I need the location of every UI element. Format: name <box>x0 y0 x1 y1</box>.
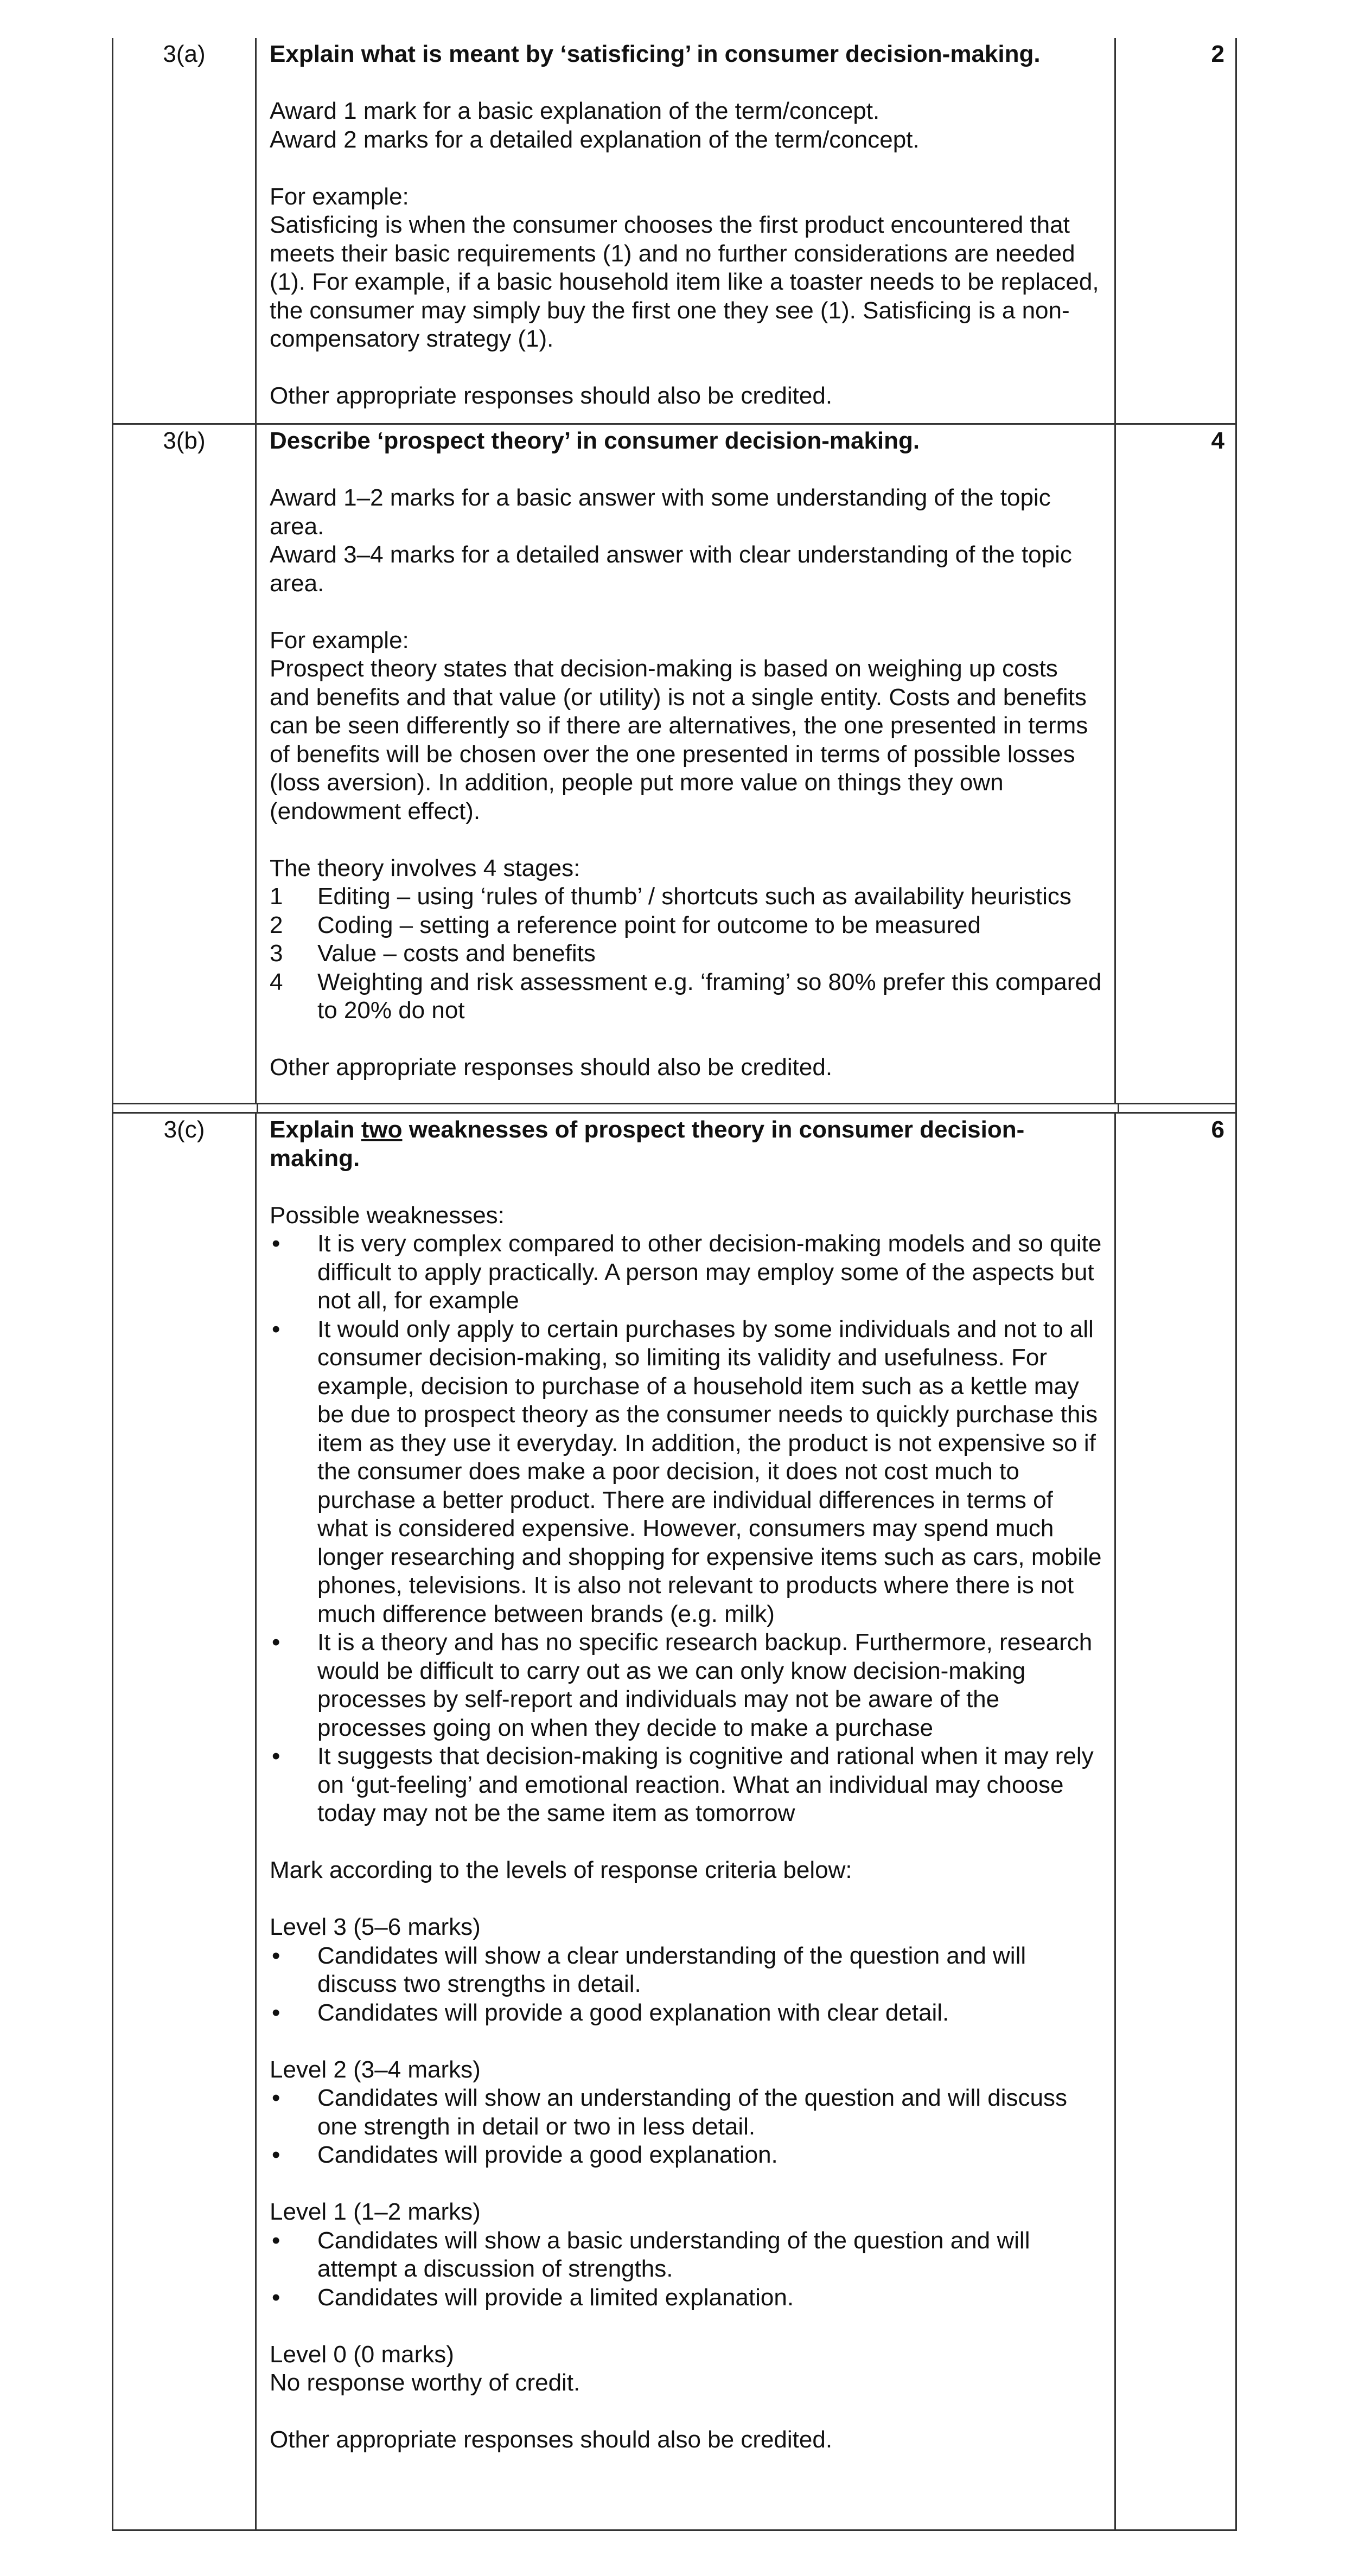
level-criterion: • Candidates will provide a limited explanation. <box>270 2284 1103 2312</box>
question-row-3a <box>113 38 1235 425</box>
other-responses-note: Other appropriate responses should also be credited. <box>270 2426 833 2453</box>
emphasis-underline: two <box>361 1116 403 1143</box>
stage-number: 1 <box>270 883 283 910</box>
stage-item <box>270 883 1103 911</box>
question-number-3a: 3(a) <box>113 38 257 423</box>
question-body-3b <box>257 425 1116 1103</box>
weaknesses-list <box>270 1230 1103 1828</box>
level-criterion: • Candidates will provide a good explanation with clear detail. <box>270 1999 1103 2028</box>
stage-number: 2 <box>270 911 283 938</box>
stage-text: Coding – setting a reference point for outcome to be measured <box>317 911 981 938</box>
bullet-icon: • <box>272 1315 280 1343</box>
stages-list <box>270 883 1103 1025</box>
stage-number: 4 <box>270 968 283 995</box>
stage-text: Weighting and risk assessment e.g. ‘framing’ so 80% prefer this compared to 20% do not <box>317 968 1102 1024</box>
mark-scheme-table <box>112 38 1237 2531</box>
stage-number: 3 <box>270 940 283 967</box>
question-number-3b: 3(b) <box>113 425 257 1103</box>
stage-item <box>270 939 1103 968</box>
level-heading: Level 2 (3–4 marks) <box>270 2056 481 2083</box>
bullet-icon: • <box>272 1629 280 1655</box>
bullet-icon: • <box>272 1230 280 1257</box>
question-title-3c: Explain two weaknesses of prospect theory in consumer decision-making. <box>270 1116 1025 1172</box>
level-criteria-list <box>270 2084 1103 2170</box>
award-criterion: Award 1 mark for a basic explanation of the term/concept. <box>270 98 880 124</box>
level-criterion: • Candidates will show an understanding of the question and will discuss one strength in detail or two in less detail. <box>272 2085 1067 2140</box>
level-criteria-list <box>270 2227 1103 2312</box>
level-heading: Level 1 (1–2 marks) <box>270 2198 481 2225</box>
level-criteria-list <box>270 1942 1103 2028</box>
other-responses-note: Other appropriate responses should also be credited. <box>270 1054 833 1081</box>
question-title-3a: Explain what is meant by ‘satisficing’ in consumer decision-making. <box>270 41 1041 67</box>
mark-according-note: Mark according to the levels of response criteria below: <box>270 1857 852 1883</box>
stage-text: Value – costs and benefits <box>317 940 596 967</box>
other-responses-note: Other appropriate responses should also be credited. <box>270 382 833 409</box>
question-row-3b <box>113 425 1235 1103</box>
award-criterion: Award 3–4 marks for a detailed answer with clear understanding of the topic area. <box>270 541 1072 597</box>
marks-3c: 6 <box>1211 1116 1224 1143</box>
question-body-3a <box>257 38 1116 423</box>
level-criterion: • Candidates will show a clear understanding of the question and will discuss two strengths in detail. <box>272 1942 1026 1997</box>
example-heading: For example: <box>270 627 409 654</box>
question-row-3c <box>113 1114 1235 2529</box>
bullet-icon: • <box>272 2142 280 2168</box>
bullet-icon: • <box>272 1743 280 1769</box>
example-text: Satisficing is when the consumer chooses the first product encountered that meets their basic requirements (1) and no further considerations are needed (1). For example, if a basic household item like a toaster needs to be replaced, the consumer may simply buy the first one they see (1). Satisficing is a non-compensatory strategy (1). <box>270 212 1099 352</box>
section-divider <box>113 1103 1235 1114</box>
example-heading: For example: <box>270 183 409 210</box>
award-criterion: Award 2 marks for a detailed explanation of the term/concept. <box>270 126 920 153</box>
question-number-3c: 3(c) <box>113 1114 257 2529</box>
question-title-3b: Describe ‘prospect theory’ in consumer decision-making. <box>270 427 920 454</box>
question-body-3c <box>257 1114 1116 2529</box>
marks-3a: 2 <box>1211 41 1224 67</box>
award-criterion: Award 1–2 marks for a basic answer with some understanding of the topic area. <box>270 484 1051 540</box>
bullet-icon: • <box>272 2284 280 2311</box>
stages-heading: The theory involves 4 stages: <box>270 854 580 881</box>
marks-3b: 4 <box>1211 427 1224 454</box>
level-heading: Level 0 (0 marks) <box>270 2341 454 2368</box>
bullet-icon: • <box>272 1999 280 2026</box>
weakness-item: • It is a theory and has no specific research backup. Furthermore, research would be difficult to carry out as we can only know decision-making processes by self-report and individuals may not be aware of the processes going on when they decide to make a purchase <box>272 1629 1093 1741</box>
weakness-item: • It suggests that decision-making is cognitive and rational when it may rely on ‘gut-feeling’ and emotional reaction. What an individual may choose today may not be the same item as tomorrow <box>272 1743 1094 1826</box>
weakness-item: • It would only apply to certain purchases by some individuals and not to all consumer decision-making, so limiting its validity and usefulness. For example, decision to purchase of a household item such as a kettle may be due to prospect theory as the consumer needs to quickly purchase this item as they use it everyday. In addition, the product is not expensive so if the consumer does make a poor decision, it does not cost much to purchase a better product. There are individual differences in terms of what is considered expensive. However, consumers may spend much longer researching and shopping for expensive items such as cars, mobile phones, televisions. It is also not relevant to products where there is not much difference between brands (e.g. milk) <box>272 1315 1102 1627</box>
level-criterion: • Candidates will show a basic understanding of the question and will attempt a discussion of strengths. <box>272 2227 1030 2282</box>
stage-item <box>270 968 1103 1025</box>
bullet-icon: • <box>272 2227 280 2254</box>
weaknesses-heading: Possible weaknesses: <box>270 1201 505 1229</box>
bullet-icon: • <box>272 1942 280 1969</box>
level-criterion: • Candidates will provide a good explanation. <box>270 2141 1103 2170</box>
stage-item <box>270 911 1103 940</box>
bullet-icon: • <box>272 2085 280 2111</box>
weakness-item: • It is very complex compared to other decision-making models and so quite difficult to apply practically. A person may employ some of the aspects but not all, for example <box>272 1230 1102 1314</box>
stage-text: Editing – using ‘rules of thumb’ / shortcuts such as availability heuristics <box>317 883 1071 910</box>
level-0-text: No response worthy of credit. <box>270 2369 580 2396</box>
example-text: Prospect theory states that decision-making is based on weighing up costs and benefits and that value (or utility) is not a single entity. Costs and benefits can be seen differently so if there are alternatives, the one presented in terms of benefits will be chosen over the one presented in terms of possible losses (loss aversion). In addition, people put more value on things they own (endowment effect). <box>270 655 1088 824</box>
level-heading: Level 3 (5–6 marks) <box>270 1914 481 1940</box>
